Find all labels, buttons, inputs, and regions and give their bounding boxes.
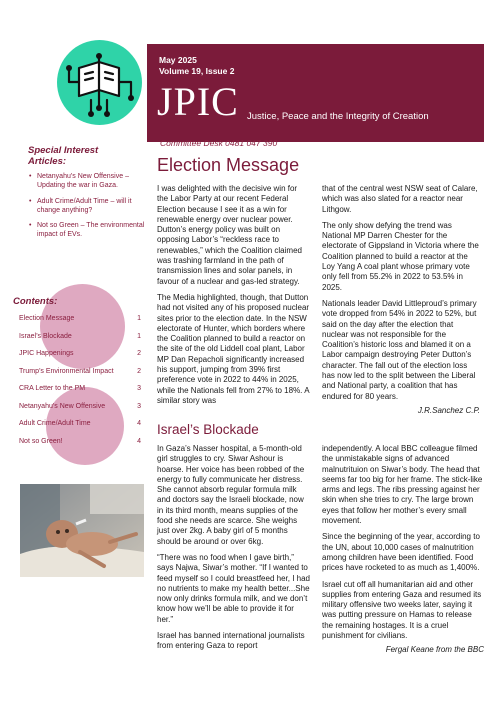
newsletter-title: JPIC — [157, 79, 239, 124]
paragraph: I was delighted with the decisive win for the Labor Party at our recent Federal Election because I see it as a win for renewable energy over nuclear power. Dutton’s energy policy was built on opposing Labor’s “reckless race to renewables,” which the Coalition claimed was trashing farmland in the path of transmission lines and solar panels, in favour of a nuclear and gas-led strategy. — [157, 184, 302, 286]
masthead — [147, 44, 484, 142]
paragraph: Nationals leader David Littleproud’s primary vote dropped from 54% in 2022 to 52%, but said on the day after the election that nuclear was not responsible for the Coalition’s historic loss and blamed it on a Labor campaign destroying Peter Dutton’s character. The fall out of the election loss has now led to the split between the Liberal and National party, a coalition that has endured for 80 years. — [322, 298, 477, 401]
issue-volume: Volume 19, Issue 2 — [159, 66, 235, 76]
paragraph: In Gaza’s Nasser hospital, a 5-month-old girl struggles to cry. Siwar Ashour is hoarse. Her voice has been robbed of the energy to fully communicate her distress. She cannot absorb regular formula milk and doctors say the Israeli blockade, now in its third month, means supplies of the food she needs are scarce. She weighs just over 2kg. A baby girl of 5 months should be around or over 6kg. — [157, 444, 305, 546]
toc-entry[interactable]: Not so Green! 4 — [19, 437, 141, 445]
bullet-icon: • — [29, 222, 32, 230]
article-title-election: Election Message — [157, 155, 300, 175]
logo — [57, 40, 142, 125]
article-column — [322, 444, 484, 656]
toc-entry[interactable]: Trump’s Environmental Impact 2 — [19, 367, 141, 375]
toc-entry[interactable]: Adult Crime/Adult Time 4 — [19, 420, 141, 427]
contents-title: Contents: — [13, 296, 58, 307]
paragraph: The only show defying the trend was National MP Darren Chester for the electorate of Gippsland in Victoria where the Coalition planned to build a reactor at the Loy Yang A coal plant whose primary vote only fell from 55.2% in 2022 to 53.5% in 2025. — [322, 220, 479, 292]
toc-entry[interactable]: Netanyahu’s New Offensive 3 — [19, 402, 141, 410]
article-column — [157, 444, 310, 658]
special-interest-title: Special Interest Articles: — [28, 145, 99, 167]
paragraph: Israel cut off all humanitarian aid and other supplies from entering Gaza and resumed its military offensive two weeks later, saying it was putting pressure on Hamas to release the remaining hostages. It is a cruel punishment for civilians. — [322, 579, 482, 641]
article-column — [322, 184, 480, 416]
paragraph: that of the central west NSW seat of Calare, which was also slated for a reactor near Lithgow. — [322, 184, 478, 214]
article-column — [157, 184, 310, 412]
toc-entry[interactable]: CRA Letter to the PM 3 — [19, 385, 141, 392]
article-title-blockade: Israel’s Blockade — [157, 422, 259, 437]
special-interest-item: • Not so Green – The environmental impact of EVs. — [29, 222, 145, 239]
committee-desk: Committee Desk 0481 047 390 — [160, 138, 278, 148]
issue-info — [159, 55, 234, 77]
paragraph: Since the beginning of the year, according to the UN, about 10,000 cases of malnutrition among children have been identified. Food prices have rocketed to as much as 1,400%. — [322, 532, 480, 573]
paragraph: “There was no food when I gave birth,” says Najwa, Siwar’s mother. “If I wanted to feed myself so I could breastfeed her, I had no nutrients to make my health better...She now only drinks formula milk, and we don’t know how we’ll be able to provide it for her.” — [157, 552, 310, 624]
author-signature: Fergal Keane from the BBC — [385, 645, 484, 655]
author-signature: J.R.Sanchez C.P. — [417, 405, 480, 415]
newsletter-tagline: Justice, Peace and the Integrity of Creation — [247, 111, 429, 122]
jpic-logo-icon — [57, 40, 142, 125]
toc-entry[interactable]: JPIC Happenings 2 — [19, 350, 141, 357]
paragraph: independently. A local BBC colleague filmed the unmistakable signs of advanced malnutrituion on Siwar’s body. The head that seems far too big for her frame. The stick-like arms and legs. The ribs pressing against her skin when she tries to cry. The large brown eyes that follow her mother’s every small movement. — [322, 444, 483, 526]
paragraph: The Media highlighted, though, that Dutton had not visited any of his proposed nuclear sites prior to the election date. In the NSW electorate of Hunter, which borders where the Coalition planned to build a reactor on the site of the old Liddell coal plant, Labor MP Dan Repacholi significantly increased his support, jumping from 39% first preference vote in 2022 to 44% in 2025, while the Nationals fell from 27% to 18%. A similar story was — [157, 292, 310, 405]
issue-date: May 2025 — [159, 55, 197, 65]
hospital-baby-photo — [20, 484, 144, 577]
bullet-icon: • — [29, 197, 32, 205]
bullet-icon: • — [29, 173, 32, 180]
special-interest-list — [28, 172, 146, 246]
table-of-contents — [19, 314, 141, 454]
paragraph: Israel has banned international journalists from entering Gaza to report — [157, 631, 305, 651]
special-interest-item: • Adult Crime/Adult Time – will it change anything? — [29, 197, 132, 214]
toc-entry[interactable]: Israel’s Blockade 1 — [19, 332, 141, 340]
toc-entry[interactable]: Election Message 1 — [19, 315, 141, 322]
special-interest-item: • Netanyahu’s New Offensive – Updating the war in Gaza. — [29, 173, 129, 190]
